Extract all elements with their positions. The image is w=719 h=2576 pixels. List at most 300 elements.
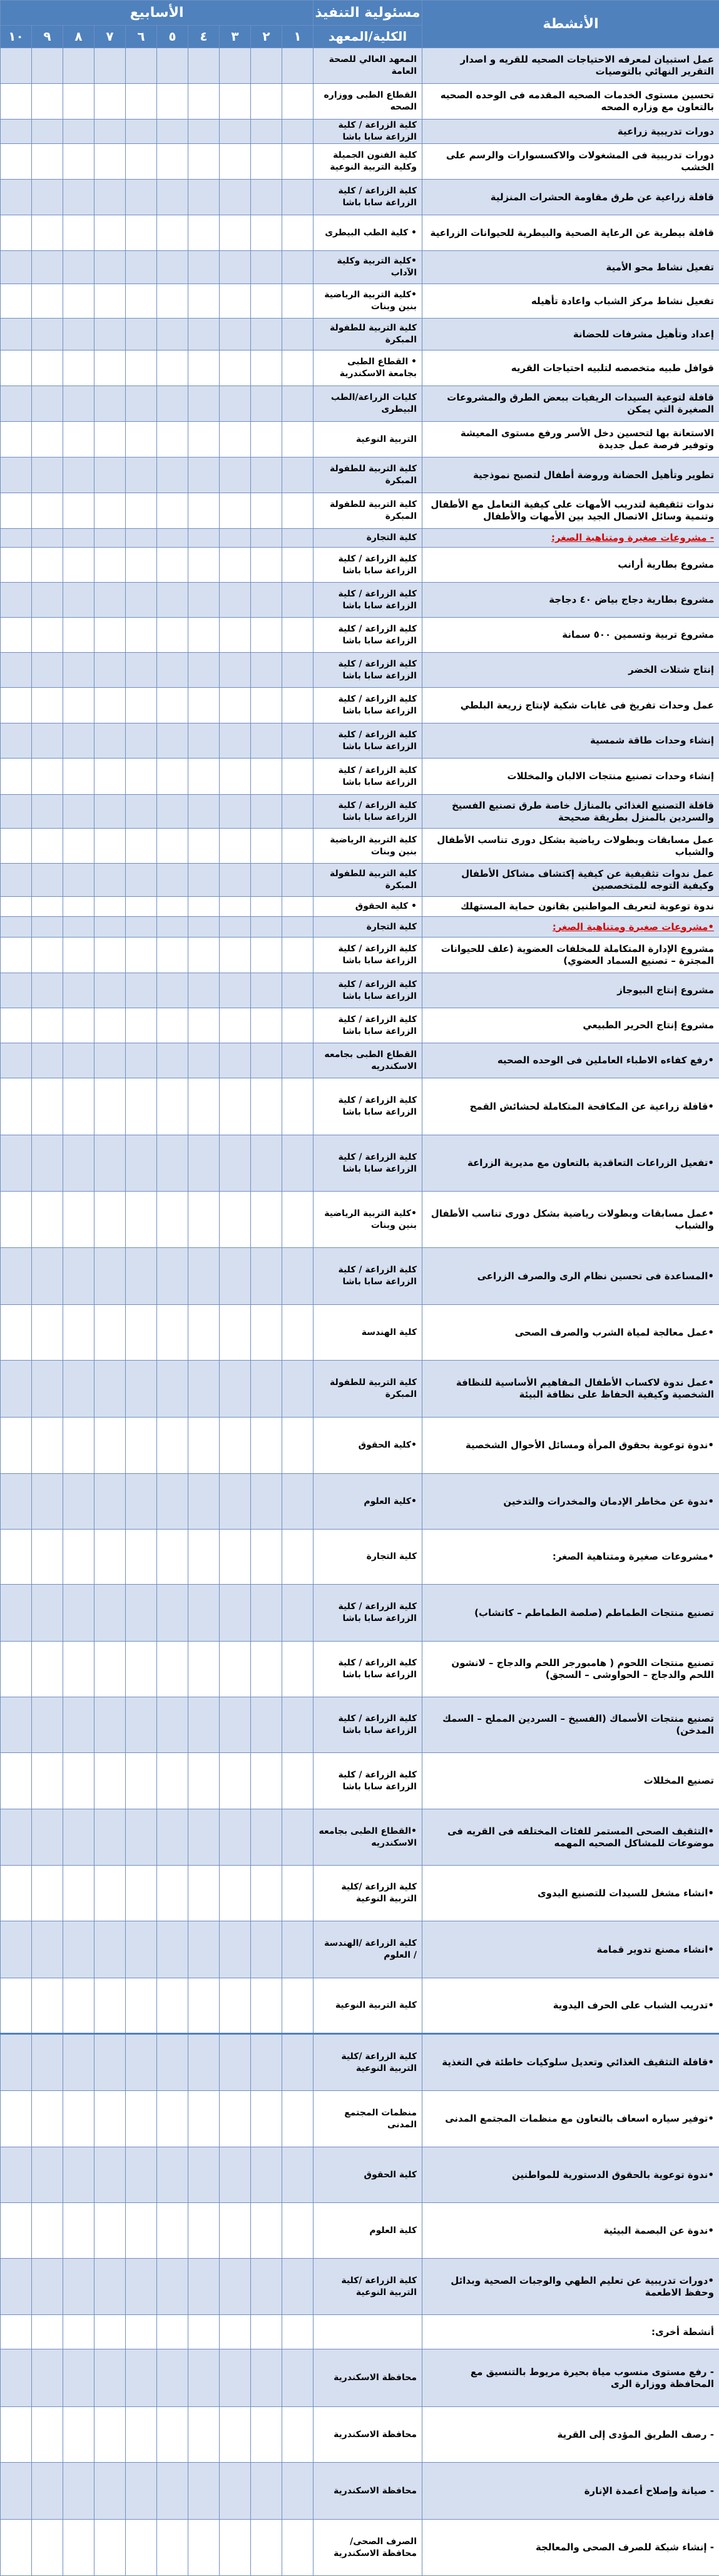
week-cell: [157, 319, 188, 350]
table-row: [1, 251, 719, 284]
week-cell: [188, 1866, 220, 1921]
week-cell: [157, 973, 188, 1008]
week-cell: [188, 1248, 220, 1305]
activity-cell: •رفع كفاءه الاطباء العاملين فى الوحده الصحيه: [422, 1043, 719, 1078]
activity-cell: تفعيل نشاط محو الأمية: [422, 251, 719, 284]
week-cell: [157, 144, 188, 180]
week-cell: [251, 1135, 282, 1192]
week-cell: [188, 48, 220, 84]
week-cell: [282, 120, 314, 144]
week-cell: [63, 2463, 94, 2520]
faculty-cell: كلية الزراعة / كلية الزراعة سابا باشا: [314, 548, 422, 583]
week-cell: [157, 422, 188, 457]
responsibility-header: مسئولية التنفيذ: [314, 1, 422, 26]
week-cell: [220, 1248, 251, 1305]
faculty-cell: القطاع الطبى بجامعه الاسكندريه: [314, 1043, 422, 1078]
week-cell: [188, 1921, 220, 1978]
week-cell: [251, 759, 282, 795]
week-cell: [188, 319, 220, 350]
week-cell: [251, 2520, 282, 2576]
week-cell: [220, 422, 251, 457]
week-cell: [157, 180, 188, 215]
week-cell: [126, 251, 157, 284]
week-cell: [126, 618, 157, 653]
week-cell: [157, 251, 188, 284]
week-cell: [188, 938, 220, 973]
week-cell: [126, 917, 157, 938]
week-cell: [220, 759, 251, 795]
week-cell: [1, 180, 32, 215]
week-cell: [32, 583, 63, 618]
week-cell: [126, 457, 157, 493]
week-cell: [63, 795, 94, 829]
week-cell: [157, 215, 188, 251]
week-cell: [220, 1043, 251, 1078]
activity-cell: عمل وحدات تفريخ فى غابات شكية لإنتاج زريعة البلطي: [422, 688, 719, 723]
week-cell: [94, 144, 126, 180]
activity-cell: مشروع بطارية أرانب: [422, 548, 719, 583]
activity-cell: •مشروعات صغيرة ومتناهية الصغر:: [422, 1530, 719, 1585]
week-cell: [94, 973, 126, 1008]
week-cell: [157, 2407, 188, 2463]
week-cell: [251, 529, 282, 548]
table-row: [1, 1248, 719, 1305]
faculty-cell: كلية الزراعة / كلية الزراعة سابا باشا: [314, 180, 422, 215]
week-cell: [63, 1866, 94, 1921]
week-cell: [63, 1585, 94, 1642]
week-cell: [188, 120, 220, 144]
activity-cell: •ندوة توعوية بحقوق المرأة ومسائل الأحوال الشخصية: [422, 1418, 719, 1474]
week-cell: [251, 2091, 282, 2147]
week-cell: [63, 1008, 94, 1043]
week-cell: [220, 829, 251, 864]
week-cell: [94, 917, 126, 938]
week-cell: [220, 84, 251, 120]
week-cell: [63, 1642, 94, 1697]
week-cell: [126, 144, 157, 180]
table-row: [1, 180, 719, 215]
week-cell: [251, 1866, 282, 1921]
week-cell: [282, 284, 314, 319]
week-cell: [251, 2147, 282, 2203]
week-cell: [126, 1866, 157, 1921]
week-cell: [1, 917, 32, 938]
week-cell: [220, 897, 251, 917]
activity-cell: •تدريب الشباب على الحرف اليدوية: [422, 1978, 719, 2034]
activity-cell: ندوة توعوية لتعريف المواطنين بقانون حماية المستهلك: [422, 897, 719, 917]
week-cell: [188, 2349, 220, 2407]
table-row: [1, 493, 719, 529]
week-cell: [126, 2463, 157, 2520]
week-cell: [282, 1043, 314, 1078]
week-cell: [157, 795, 188, 829]
week-cell: [63, 48, 94, 84]
week-cell: [126, 319, 157, 350]
week-cell: [1, 897, 32, 917]
week-cell: [32, 144, 63, 180]
week-cell: [32, 2463, 63, 2520]
table-row: [1, 2463, 719, 2520]
week-cell: [188, 457, 220, 493]
week-cell: [220, 917, 251, 938]
week-cell: [63, 1361, 94, 1418]
week-cell: [251, 653, 282, 688]
week-cell: [282, 2315, 314, 2349]
week-cell: [1, 84, 32, 120]
week-cell: [251, 2203, 282, 2259]
week-cell: [1, 144, 32, 180]
week-cell: [32, 180, 63, 215]
week-cell: [126, 548, 157, 583]
week-cell: [188, 284, 220, 319]
table-row: [1, 1305, 719, 1361]
week-cell: [63, 618, 94, 653]
week-cell: [1, 2520, 32, 2576]
week-cell: [157, 1866, 188, 1921]
week-cell: [282, 1008, 314, 1043]
week-cell: [251, 422, 282, 457]
week-cell: [1, 422, 32, 457]
week-cell: [188, 144, 220, 180]
week-cell: [126, 1192, 157, 1248]
week-cell: [157, 2463, 188, 2520]
faculty-cell: كلية الزراعة / كلية الزراعة سابا باشا: [314, 1008, 422, 1043]
week-cell: [1, 653, 32, 688]
week-cell: [157, 583, 188, 618]
week-cell: [63, 897, 94, 917]
week-cell: [32, 1418, 63, 1474]
week-cell: [94, 1474, 126, 1530]
week-cell: [251, 350, 282, 386]
activity-cell: •التثقيف الصحى المستمر للفئات المختلفه فى القريه فى موضوعات للمشاكل الصحيه المهمه: [422, 1809, 719, 1866]
week-cell: [282, 1192, 314, 1248]
week-cell: [188, 759, 220, 795]
week-cell: [94, 1697, 126, 1753]
activity-cell: عمل مسابقات وبطولات رياضية بشكل دورى تناسب الأطفال والشباب: [422, 829, 719, 864]
week-cell: [157, 548, 188, 583]
week-cell: [32, 723, 63, 759]
week-cell: [282, 529, 314, 548]
week-cell: [126, 938, 157, 973]
week-cell: [1, 2463, 32, 2520]
week-cell: [220, 1361, 251, 1418]
week-cell: [126, 688, 157, 723]
week-cell: [126, 1305, 157, 1361]
week-cell: [32, 120, 63, 144]
faculty-cell: كلية التربية للطفولة المبكرة: [314, 864, 422, 897]
week-cell: [63, 973, 94, 1008]
week-cell: [1, 1043, 32, 1078]
week-cell: [251, 829, 282, 864]
week-cell: [63, 1809, 94, 1866]
week-cell: [282, 2259, 314, 2315]
week-cell: [157, 1078, 188, 1135]
week-cell: [188, 1809, 220, 1866]
week-cell: [63, 1135, 94, 1192]
faculty-cell: كلية الزراعة / كلية الزراعة سابا باشا: [314, 1753, 422, 1809]
week-cell: [282, 1530, 314, 1585]
faculty-cell: محافظة الاسكندرية: [314, 2349, 422, 2407]
week-cell: [63, 1078, 94, 1135]
week-cell: [94, 1192, 126, 1248]
week-cell: [157, 1135, 188, 1192]
faculty-cell: [314, 2315, 422, 2349]
week-cell: [94, 653, 126, 688]
week-cell: [126, 350, 157, 386]
table-row: [1, 1809, 719, 1866]
week-cell: [188, 2034, 220, 2091]
table-row: [1, 84, 719, 120]
week-cell: [1, 723, 32, 759]
week-cell: [282, 2463, 314, 2520]
week-cell: [220, 548, 251, 583]
week-cell: [157, 688, 188, 723]
week-cell: [282, 1248, 314, 1305]
week-cell: [157, 2315, 188, 2349]
faculty-cell: كلية الزراعة /كلية التربية النوعية: [314, 1866, 422, 1921]
week-cell: [220, 1809, 251, 1866]
table-row: [1, 1418, 719, 1474]
activity-cell: - رصف الطريق المؤدى إلى القرية: [422, 2407, 719, 2463]
week-cell: [220, 251, 251, 284]
activity-cell: قوافل طبيه متخصصه لتلبيه احتياجات القريه: [422, 350, 719, 386]
week-cell: [282, 84, 314, 120]
week-cell: [282, 653, 314, 688]
table-row: [1, 2147, 719, 2203]
week-cell: [94, 386, 126, 422]
week-cell: [251, 1642, 282, 1697]
week-cell: [32, 2034, 63, 2091]
table-row: [1, 2407, 719, 2463]
week-cell: [32, 1866, 63, 1921]
table-row: [1, 1697, 719, 1753]
week-cell: [126, 759, 157, 795]
week-cell: [188, 1585, 220, 1642]
table-row: [1, 583, 719, 618]
faculty-cell: كلية الزراعة / كلية الزراعة سابا باشا: [314, 723, 422, 759]
faculty-cell: كلية التربية للطفولة المبكرة: [314, 493, 422, 529]
week-cell: [94, 2463, 126, 2520]
week-cell: [63, 2034, 94, 2091]
faculty-cell: كلية الزراعة / كلية الزراعة سابا باشا: [314, 120, 422, 144]
week-cell: [1, 759, 32, 795]
table-row: [1, 1008, 719, 1043]
faculty-cell: كلية الزراعة /الهندسة / العلوم: [314, 1921, 422, 1978]
activity-cell: قافلة التصنيع الغذائي بالمنازل خاصة طرق تصنيع الفسيخ والسردين بالمنزل بطريقة صحيحة: [422, 795, 719, 829]
week-cell: [188, 422, 220, 457]
week-cell: [94, 529, 126, 548]
week-cell: [1, 795, 32, 829]
table-row: [1, 457, 719, 493]
week-cell: [126, 84, 157, 120]
week-cell: [63, 1418, 94, 1474]
week-cell: [1, 457, 32, 493]
week-cell: [1, 1753, 32, 1809]
week-cell: [63, 688, 94, 723]
week-cell: [32, 897, 63, 917]
week-cell: [157, 2147, 188, 2203]
week-cell: [251, 2349, 282, 2407]
week-cell: [126, 1753, 157, 1809]
week-cell: [63, 1248, 94, 1305]
faculty-cell: الصرف الصحى/محافظة الاسكندرية: [314, 2520, 422, 2576]
week-cell: [63, 422, 94, 457]
week-cell: [32, 2259, 63, 2315]
week-cell: [126, 723, 157, 759]
week-cell: [63, 864, 94, 897]
table-row: [1, 120, 719, 144]
week-cell: [1, 1305, 32, 1361]
faculty-cell: كلية الهندسة: [314, 1305, 422, 1361]
week-cell: [126, 1809, 157, 1866]
week-cell: [188, 2520, 220, 2576]
week-cell: [94, 251, 126, 284]
week-cell: [1, 938, 32, 973]
week-cell: [157, 723, 188, 759]
week-cell: [94, 1921, 126, 1978]
week-cell: [32, 2091, 63, 2147]
activity-cell: إنشاء وحدات طاقة شمسية: [422, 723, 719, 759]
week-cell: [282, 2147, 314, 2203]
week-cell: [126, 653, 157, 688]
week-cell: [251, 618, 282, 653]
week-cell: [188, 829, 220, 864]
week-cell: [157, 1921, 188, 1978]
week-cell: [63, 251, 94, 284]
week-cell: [220, 688, 251, 723]
week-cell: [157, 2259, 188, 2315]
week-cell: [157, 1474, 188, 1530]
week-cell: [251, 583, 282, 618]
week-cell: [157, 1530, 188, 1585]
week-cell: [251, 1361, 282, 1418]
week-cell: [282, 723, 314, 759]
week-cell: [126, 529, 157, 548]
week-cell: [188, 864, 220, 897]
faculty-cell: كلية الحقوق: [314, 2147, 422, 2203]
week-cell: [32, 1043, 63, 1078]
week-cell: [251, 1585, 282, 1642]
table-row: [1, 2520, 719, 2576]
week-cell: [94, 84, 126, 120]
week-cell: [220, 1585, 251, 1642]
week-cell: [1, 1192, 32, 1248]
week-cell: [32, 653, 63, 688]
week-cell: [94, 1361, 126, 1418]
activity-cell: دورات تدريبية فى المشغولات والاكسسوارات والرسم على الخشب: [422, 144, 719, 180]
week-cell: [220, 2315, 251, 2349]
week-cell: [94, 2520, 126, 2576]
week-cell: [188, 1642, 220, 1697]
week-cell: [220, 1192, 251, 1248]
week-cell: [188, 917, 220, 938]
week-cell: [220, 144, 251, 180]
faculty-cell: كلية الزراعة / كلية الزراعة سابا باشا: [314, 688, 422, 723]
week-cell: [63, 2259, 94, 2315]
week-cell: [1, 1135, 32, 1192]
table-row: [1, 723, 719, 759]
week-cell: [94, 1866, 126, 1921]
week-cell: [32, 1361, 63, 1418]
week-number: ٧: [94, 26, 126, 48]
week-cell: [1, 1585, 32, 1642]
week-cell: [220, 973, 251, 1008]
week-cell: [188, 795, 220, 829]
faculty-cell: كلية التربية للطفولة المبكرة: [314, 457, 422, 493]
week-cell: [251, 144, 282, 180]
week-cell: [63, 653, 94, 688]
activity-cell: قافلة بيطرية عن الرعاية الصحية والبيطرية للحيوانات الزراعية: [422, 215, 719, 251]
week-cell: [126, 2203, 157, 2259]
week-cell: [157, 1008, 188, 1043]
faculty-cell: كلية الزراعة / كلية الزراعة سابا باشا: [314, 583, 422, 618]
week-cell: [220, 653, 251, 688]
week-cell: [282, 1078, 314, 1135]
week-cell: [94, 422, 126, 457]
week-cell: [220, 1753, 251, 1809]
week-cell: [63, 2520, 94, 2576]
week-cell: [126, 1530, 157, 1585]
week-cell: [220, 618, 251, 653]
week-cell: [126, 1697, 157, 1753]
faculty-cell: كلية التربية للطفولة المبكرة: [314, 1361, 422, 1418]
week-cell: [94, 1078, 126, 1135]
week-cell: [188, 493, 220, 529]
activity-cell: - صيانة وإصلاح أعمدة الإنارة: [422, 2463, 719, 2520]
activity-cell: مشروع تربية وتسمين ٥٠٠ سمانة: [422, 618, 719, 653]
activity-cell: إنتاج شتلات الخضر: [422, 653, 719, 688]
week-cell: [94, 897, 126, 917]
table-row: [1, 688, 719, 723]
week-cell: [282, 1866, 314, 1921]
week-cell: [282, 1585, 314, 1642]
week-cell: [282, 759, 314, 795]
week-number: ١٠: [1, 26, 32, 48]
week-cell: [157, 493, 188, 529]
week-cell: [157, 1305, 188, 1361]
table-row: [1, 386, 719, 422]
week-cell: [63, 1305, 94, 1361]
week-cell: [1, 1361, 32, 1418]
week-cell: [32, 1078, 63, 1135]
table-row: [1, 422, 719, 457]
week-cell: [157, 284, 188, 319]
week-cell: [63, 529, 94, 548]
week-cell: [32, 1921, 63, 1978]
week-cell: [282, 688, 314, 723]
week-cell: [188, 688, 220, 723]
activity-cell: •ندوة عن البصمة البيئية: [422, 2203, 719, 2259]
week-cell: [1, 2259, 32, 2315]
week-cell: [32, 457, 63, 493]
table-row: [1, 618, 719, 653]
week-cell: [32, 1753, 63, 1809]
week-cell: [126, 2520, 157, 2576]
week-cell: [63, 583, 94, 618]
table-row: [1, 2091, 719, 2147]
week-cell: [94, 48, 126, 84]
week-cell: [188, 1135, 220, 1192]
week-cell: [94, 1642, 126, 1697]
week-cell: [94, 2259, 126, 2315]
week-cell: [126, 284, 157, 319]
week-number: ٦: [126, 26, 157, 48]
faculty-cell: كلية الزراعة / كلية الزراعة سابا باشا: [314, 1585, 422, 1642]
week-cell: [63, 2203, 94, 2259]
week-cell: [32, 688, 63, 723]
week-cell: [63, 1921, 94, 1978]
week-cell: [126, 1474, 157, 1530]
